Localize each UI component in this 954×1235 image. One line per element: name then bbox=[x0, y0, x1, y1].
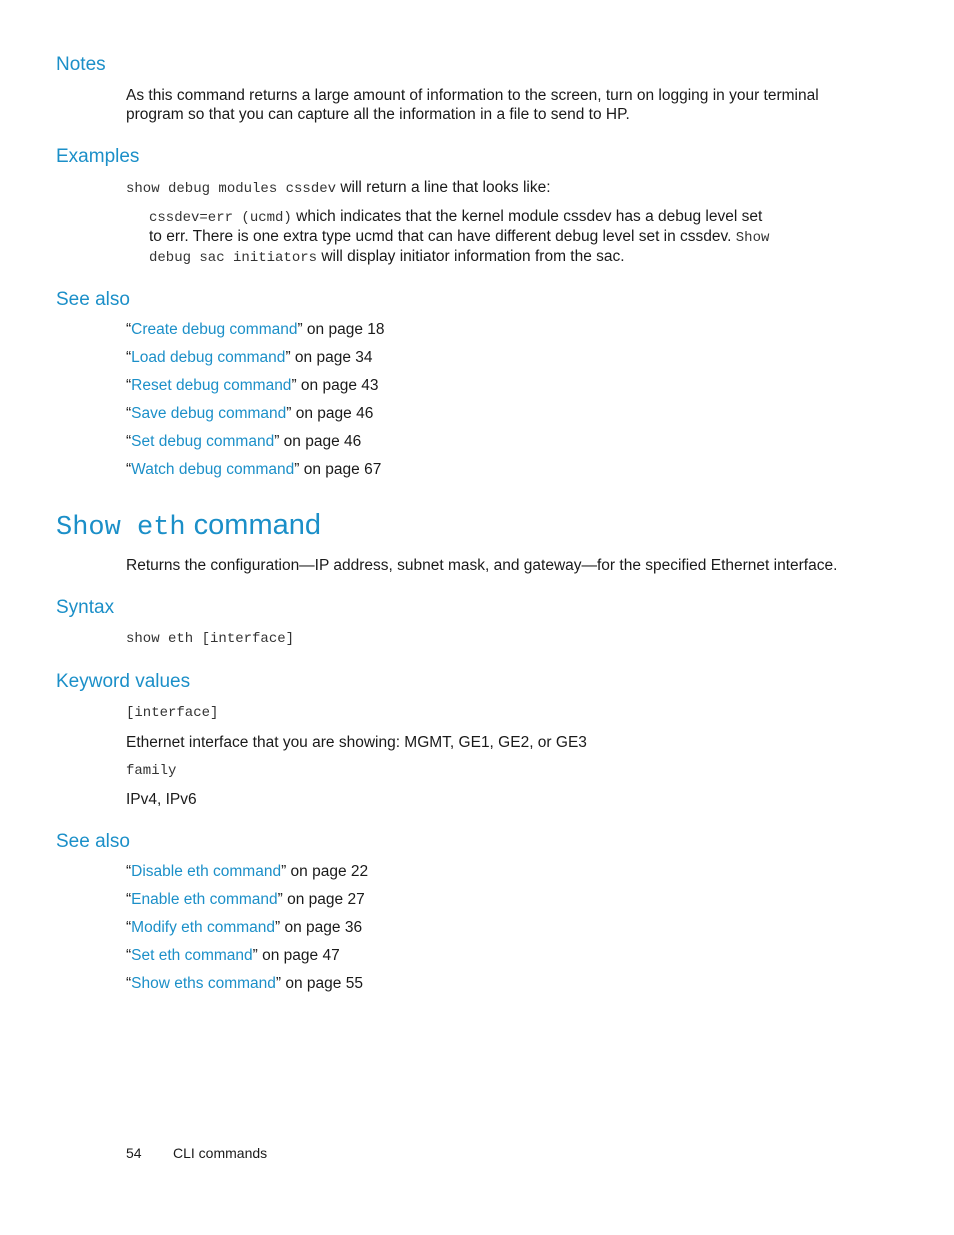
see-also-ref: “Enable eth command” on page 27 bbox=[126, 891, 365, 908]
keyword-desc: Ethernet interface that you are showing: MGMT, GE1, GE2, or GE3 bbox=[126, 734, 587, 751]
ref-link[interactable]: Modify eth command bbox=[131, 919, 276, 936]
notes-heading: Notes bbox=[56, 54, 106, 75]
example-output-code: cssdev=err (ucmd) bbox=[149, 210, 292, 226]
example-line-1 bbox=[149, 207, 762, 228]
see-also-ref: “Show eths command” on page 55 bbox=[126, 975, 363, 992]
section-title-word: command bbox=[185, 509, 322, 541]
see-also-ref: “Disable eth command” on page 22 bbox=[126, 863, 369, 880]
example-line-2-code: Show bbox=[735, 230, 770, 246]
example-line-1-text: which indicates that the kernel module cssdev has a debug level set bbox=[291, 208, 763, 225]
syntax-code: show eth [interface] bbox=[126, 631, 295, 647]
footer-section-name: CLI commands bbox=[173, 1145, 268, 1161]
keyword-values-heading: Keyword values bbox=[56, 671, 191, 692]
examples-intro bbox=[126, 178, 551, 199]
example-command-code: show debug modules cssdev bbox=[126, 181, 337, 197]
see-also-heading-1: See also bbox=[56, 289, 130, 310]
see-also-ref: “Set debug command” on page 46 bbox=[126, 433, 362, 450]
ref-link[interactable]: Reset debug command bbox=[131, 377, 292, 394]
keyword-term: family bbox=[126, 763, 177, 779]
notes-line-2: program so that you can capture all the information in a file to send to HP. bbox=[126, 106, 630, 123]
example-line-2-text: to err. There is one extra type ucmd that can have different debug level set in cssdev. bbox=[149, 228, 736, 245]
see-also-ref: “Modify eth command” on page 36 bbox=[126, 919, 363, 936]
example-command-suffix: will return a line that looks like: bbox=[336, 179, 551, 196]
see-also-heading-2: See also bbox=[56, 831, 130, 852]
see-also-ref: “Reset debug command” on page 43 bbox=[126, 377, 379, 394]
section-description: Returns the configuration—IP address, subnet mask, and gateway—for the specified Ethernet interface. bbox=[126, 557, 838, 574]
example-line-3-code: debug sac initiators bbox=[149, 250, 318, 266]
example-line-2 bbox=[149, 227, 769, 248]
ref-link[interactable]: Disable eth command bbox=[131, 863, 282, 880]
see-also-ref: “Set eth command” on page 47 bbox=[126, 947, 340, 964]
example-line-3 bbox=[149, 247, 625, 268]
see-also-ref: “Create debug command” on page 18 bbox=[126, 321, 385, 338]
keyword-desc: IPv4, IPv6 bbox=[126, 791, 197, 808]
ref-link[interactable]: Enable eth command bbox=[131, 891, 278, 908]
see-also-ref: “Save debug command” on page 46 bbox=[126, 405, 374, 422]
examples-heading: Examples bbox=[56, 146, 140, 167]
section-title bbox=[56, 509, 321, 543]
example-line-3-text: will display initiator information from the sac. bbox=[317, 248, 625, 265]
section-title-code: Show eth bbox=[56, 513, 186, 543]
ref-link[interactable]: Create debug command bbox=[131, 321, 298, 338]
ref-link[interactable]: Set eth command bbox=[131, 947, 253, 964]
footer-page-number: 54 bbox=[126, 1145, 142, 1161]
ref-link[interactable]: Set debug command bbox=[131, 433, 275, 450]
keyword-term: [interface] bbox=[126, 705, 219, 721]
syntax-heading: Syntax bbox=[56, 597, 115, 618]
ref-link[interactable]: Show eths command bbox=[131, 975, 276, 992]
ref-link[interactable]: Load debug command bbox=[131, 349, 286, 366]
see-also-ref: “Watch debug command” on page 67 bbox=[126, 461, 382, 478]
ref-link[interactable]: Save debug command bbox=[131, 405, 287, 422]
notes-line-1: As this command returns a large amount of information to the screen, turn on logging in your terminal bbox=[126, 87, 819, 104]
see-also-ref: “Load debug command” on page 34 bbox=[126, 349, 373, 366]
ref-link[interactable]: Watch debug command bbox=[131, 461, 295, 478]
